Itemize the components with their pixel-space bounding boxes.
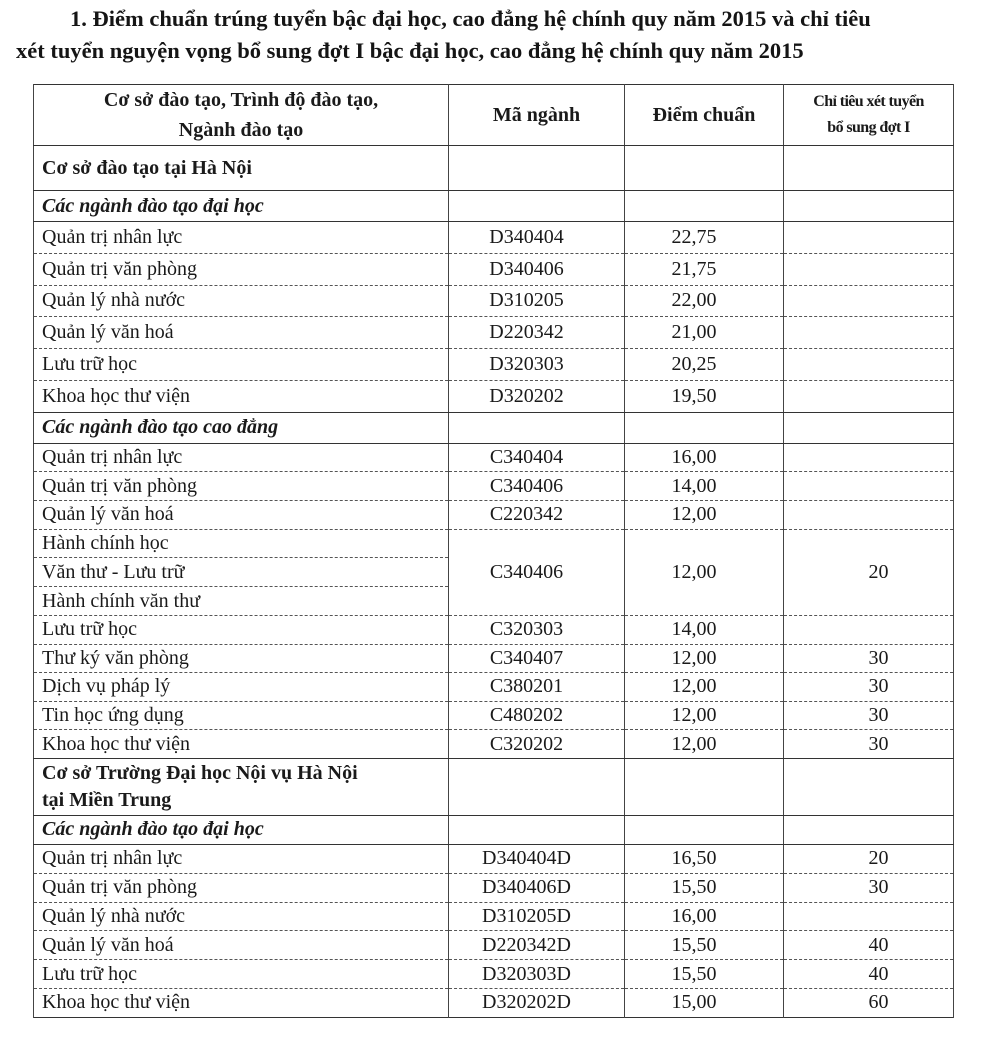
cutoff-score: 14,00 [625,615,784,644]
empty-cell [784,146,954,191]
program-name: Tin học ứng dụng [34,701,449,730]
supplementary-quota [784,902,954,931]
empty-cell [449,758,625,815]
table-body [34,146,954,1018]
program-name: Quản trị văn phòng [34,472,449,501]
program-name: Văn thư - Lưu trữ [34,558,449,587]
empty-cell [784,758,954,815]
program-code: D340406 [449,253,625,285]
empty-cell [784,815,954,844]
program-code: D320303D [449,960,625,989]
supplementary-quota: 30 [784,873,954,902]
header-quota-line-1: Chỉ tiêu xét tuyển [813,93,924,110]
program-name: Quản trị nhân lực [34,443,449,472]
supplementary-quota [784,349,954,381]
supplementary-quota [784,253,954,285]
table-row [34,873,954,902]
cutoff-score: 12,00 [625,644,784,673]
program-name: Quản trị văn phòng [34,253,449,285]
cutoff-score: 12,00 [625,673,784,702]
table-row [34,615,954,644]
program-name: Quản trị văn phòng [34,873,449,902]
program-code: D220342D [449,931,625,960]
cutoff-score: 16,00 [625,443,784,472]
cutoff-score: 12,00 [625,500,784,529]
program-code: C480202 [449,701,625,730]
subsection-row-mientrung-university [34,815,954,844]
cutoff-score: 22,75 [625,222,784,254]
program-code: D320202D [449,988,625,1017]
cutoff-score: 21,75 [625,253,784,285]
cutoff-score: 16,00 [625,902,784,931]
program-code: C320303 [449,615,625,644]
supplementary-quota [784,380,954,412]
header-score: Điểm chuẩn [625,85,784,146]
program-code: D320202 [449,380,625,412]
program-name: Lưu trữ học [34,349,449,381]
cutoff-score: 15,50 [625,873,784,902]
supplementary-quota: 40 [784,960,954,989]
cutoff-score: 12,00 [625,529,784,615]
empty-cell [625,412,784,443]
subsection-label: Các ngành đào tạo đại học [34,191,449,222]
table-row [34,222,954,254]
section-row-mientrung [34,758,954,815]
table-row [34,931,954,960]
program-code: D340404 [449,222,625,254]
program-code: D340404D [449,844,625,873]
document-title-line-2: xét tuyển nguyện vọng bổ sung đợt I bậc đại học, cao đẳng hệ chính quy năm 2015 [16,38,804,63]
cutoff-score: 12,00 [625,730,784,759]
program-name: Khoa học thư viện [34,380,449,412]
program-code: D340406D [449,873,625,902]
supplementary-quota [784,317,954,349]
table-row [34,701,954,730]
subsection-label-text: Các ngành đào tạo đại học [42,818,264,841]
supplementary-quota [784,285,954,317]
program-code: C340404 [449,443,625,472]
supplementary-quota: 60 [784,988,954,1017]
supplementary-quota: 30 [784,673,954,702]
header-code: Mã ngành [449,85,625,146]
supplementary-quota [784,500,954,529]
program-name: Hành chính văn thư [34,587,449,616]
program-name: Quản lý nhà nước [34,902,449,931]
empty-cell [625,146,784,191]
table-header-row [34,85,954,146]
program-name: Quản lý nhà nước [34,285,449,317]
header-quota-line-2: bổ sung đợt I [827,119,910,136]
section-label-line: tại Miền Trung [42,788,172,811]
empty-cell [449,191,625,222]
empty-cell [449,412,625,443]
subsection-label [34,815,449,844]
program-code: C340407 [449,644,625,673]
cutoff-score: 20,25 [625,349,784,381]
program-name: Thư ký văn phòng [34,644,449,673]
supplementary-quota: 20 [784,844,954,873]
table-row [34,253,954,285]
table-row [34,500,954,529]
cutoff-score: 14,00 [625,472,784,501]
header-quota [784,85,954,146]
table-row [34,644,954,673]
empty-cell [625,191,784,222]
program-name: Lưu trữ học [34,615,449,644]
supplementary-quota: 20 [784,529,954,615]
section-label-line: Cơ sở Trường Đại học Nội vụ Hà Nội [42,761,358,784]
cutoff-score: 21,00 [625,317,784,349]
cutoff-score: 16,50 [625,844,784,873]
table-row [34,317,954,349]
cutoff-score: 22,00 [625,285,784,317]
subsection-row-hanoi-university [34,191,954,222]
program-code: C320202 [449,730,625,759]
header-program-line-1: Cơ sở đào tạo, Trình độ đào tạo, [103,89,379,111]
cutoff-score: 19,50 [625,380,784,412]
table-row [34,443,954,472]
table-row [34,988,954,1017]
program-name: Dịch vụ pháp lý [34,673,449,702]
document-title-line-1: 1. Điểm chuẩn trúng tuyển bậc đại học, cao đẳng hệ chính quy năm 2015 và chỉ tiêu [70,6,871,31]
section-row-hanoi [34,146,954,191]
supplementary-quota [784,615,954,644]
supplementary-quota: 30 [784,644,954,673]
empty-cell [784,191,954,222]
table-row [34,349,954,381]
table-row [34,902,954,931]
program-name: Quản lý văn hoá [34,317,449,349]
table-row [34,380,954,412]
supplementary-quota: 30 [784,730,954,759]
program-name: Lưu trữ học [34,960,449,989]
empty-cell [449,146,625,191]
header-program [34,85,449,146]
table-row [34,673,954,702]
program-code: D320303 [449,349,625,381]
subsection-row-hanoi-college [34,412,954,443]
table-row [34,285,954,317]
program-name: Quản lý văn hoá [34,500,449,529]
program-code: C340406 [449,472,625,501]
empty-cell [784,412,954,443]
admission-scores-table [33,84,954,1018]
program-name: Quản trị nhân lực [34,844,449,873]
program-code: D220342 [449,317,625,349]
cutoff-score: 12,00 [625,701,784,730]
program-code: C340406 [449,529,625,615]
cutoff-score: 15,50 [625,931,784,960]
supplementary-quota [784,443,954,472]
cutoff-score: 15,00 [625,988,784,1017]
table-row [34,960,954,989]
program-code: D310205 [449,285,625,317]
program-code: C220342 [449,500,625,529]
supplementary-quota: 30 [784,701,954,730]
supplementary-quota: 40 [784,931,954,960]
program-name: Khoa học thư viện [34,730,449,759]
subsection-label-text: Các ngành đào tạo cao đẳng [42,416,279,439]
program-name: Khoa học thư viện [34,988,449,1017]
program-code: D310205D [449,902,625,931]
program-name: Quản lý văn hoá [34,931,449,960]
table-row [34,730,954,759]
empty-cell [449,815,625,844]
supplementary-quota [784,222,954,254]
subsection-label [34,412,449,443]
table-row-merged-part [34,529,954,558]
program-code: C380201 [449,673,625,702]
program-name: Hành chính học [34,529,449,558]
supplementary-quota [784,472,954,501]
table-row [34,472,954,501]
section-label [34,758,449,815]
empty-cell [625,815,784,844]
empty-cell [625,758,784,815]
program-name: Quản trị nhân lực [34,222,449,254]
section-label: Cơ sở đào tạo tại Hà Nội [34,146,449,191]
table-row [34,844,954,873]
cutoff-score: 15,50 [625,960,784,989]
header-program-line-2: Ngành đào tạo [178,119,304,141]
